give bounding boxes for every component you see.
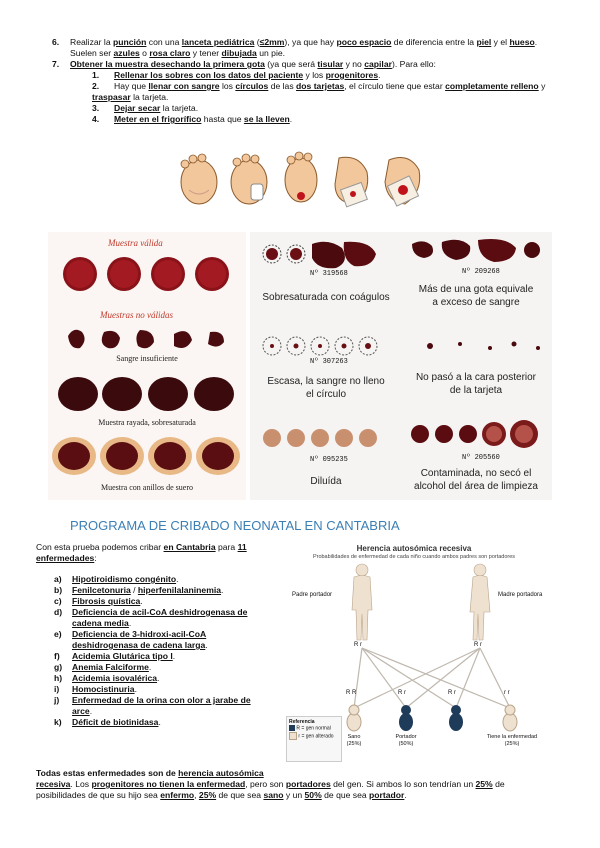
disease-b: b) Fenilcetonuria / hiperfenilalaninemia.	[54, 585, 224, 595]
father-label: Padre portador	[292, 592, 333, 598]
caption-excess-blood: Más de una gota equivale a exceso de sangre	[418, 284, 534, 308]
disease-h: h) Acidemia isovalérica.	[54, 673, 160, 683]
serum-caption: Muestra con anillos de suero	[101, 483, 193, 492]
substep-2: 2. Hay que llenar con sangre los círculos de las dos tarjetas, el círculo tiene que estar completamente relleno y traspasar la tarjeta.	[92, 81, 546, 102]
reference-box	[286, 716, 342, 762]
substep-3: 3. Dejar secar la tarjeta.	[92, 103, 199, 113]
disease-a: a) Hipotiroidismo congénito.	[54, 574, 179, 584]
child-4-genes: r r	[504, 690, 510, 696]
mother-figure	[470, 564, 490, 640]
valid-sample-dots	[58, 252, 238, 296]
disease-e: e) Deficiencia de 3-hidroxi-acil-CoA deshidrogenasa de cadena larga.	[54, 629, 208, 650]
caption-diluted: Diluída	[310, 476, 342, 487]
disease-k: k) Déficit de biotinidasa.	[54, 717, 161, 727]
invalid-samples-title: Muestras no válidas	[100, 310, 173, 320]
samples-left-panel	[48, 232, 246, 500]
reference-title: Referencia	[289, 719, 315, 725]
child-3-genes: R r	[448, 690, 456, 696]
foot-4	[335, 157, 368, 207]
child-3-figure	[449, 705, 463, 731]
step-7: 7. Obtener la muestra desechando la primera gota (ya que será tisular y no capilar). Para ello:	[52, 59, 436, 69]
step-6-cont: Suelen ser azules o rosa claro y tener dibujada un pie.	[70, 48, 286, 58]
disease-list	[54, 574, 274, 728]
child-2-genes: R r	[398, 690, 406, 696]
card-num-4: Nº 095235	[310, 456, 348, 464]
foot-2	[231, 154, 267, 204]
child-2-label: Portador (50%)	[395, 734, 417, 748]
caption-oversaturated: Sobresaturada con coágulos	[262, 292, 390, 303]
child-4-figure	[503, 705, 517, 731]
child-1-genes: R R	[346, 690, 357, 696]
card-num-1: Nº 319568	[310, 270, 348, 278]
serum-ring-dots	[50, 434, 244, 478]
disease-j: j) Enfermedad de la orina con olor a jarabe de arce.	[54, 695, 251, 716]
card-contaminated	[406, 418, 550, 454]
caption-no-back: No pasó a la cara posterior de la tarjeta	[415, 372, 537, 396]
steps-block	[52, 37, 562, 125]
heel-puncture-illustration	[175, 150, 425, 212]
caption-contaminated: Contaminada, no secó el alcohol del área de limpieza	[414, 468, 538, 492]
section-title: PROGRAMA DE CRIBADO NEONATAL EN CANTABRIA	[70, 518, 400, 533]
insufficient-caption: Sangre insuficiente	[116, 354, 178, 363]
intro: Con esta prueba podemos cribar en Cantabria para 11 enfermedades:	[36, 542, 247, 563]
valid-sample-title: Muestra válida	[108, 238, 163, 248]
footer-paragraph: Todas estas enfermedades son de herencia autosómica recesiva. Los progenitores no tienen la enfermedad, pero son portadores del gen. Si ambos lo son tendrían un 25% de posibilidades de que su hijo sea enfermo, 25% de que sea sano y un 50% de que sea portador.	[36, 768, 505, 800]
card-oversaturated	[258, 240, 400, 286]
card-num-3: Nº 307263	[310, 358, 348, 366]
mother-label: Madre portadora	[498, 592, 543, 598]
child-2-figure	[399, 705, 413, 731]
father-figure	[352, 564, 372, 640]
caption-scarce: Escasa, la sangre no lleno el círculo	[267, 376, 385, 400]
substep-1: 1. Rellenar los sobres con los datos del paciente y los progenitores.	[92, 70, 381, 80]
card-diluted	[258, 424, 400, 454]
scratched-caption: Muestra rayada, sobresaturada	[98, 418, 196, 427]
disease-g: g) Anemia Falciforme.	[54, 662, 152, 672]
disease-f: f) Acidemia Glutárica tipo I.	[54, 651, 176, 661]
disease-d: d) Deficiencia de acil-CoA deshidrogenasa de cadena media.	[54, 607, 248, 628]
substep-4: 4. Meter en el frigorífico hasta que se la lleven.	[92, 114, 293, 124]
card-num-2: Nº 209268	[462, 268, 500, 276]
reference-normal: R = gen normal	[289, 725, 339, 732]
inheritance-title: Herencia autosómica recesiva	[356, 544, 472, 553]
samples-right-panel	[250, 232, 552, 500]
child-1-figure	[347, 705, 361, 731]
substeps	[52, 70, 562, 125]
child-1-label: Sano (25%)	[346, 734, 362, 748]
inheritance-diagram	[284, 540, 574, 770]
card-num-5: Nº 205560	[462, 454, 500, 462]
disease-i: i) Homocistinuria.	[54, 684, 137, 694]
insufficient-blood-dots	[64, 324, 234, 354]
card-no-back	[410, 332, 550, 362]
reference-altered: r = gen alterado	[289, 732, 339, 740]
inheritance-subtitle: Probabilidades de enfermedad de cada niño cuando ambos padres son portadores	[312, 554, 516, 560]
mother-genes: R r	[474, 642, 482, 648]
child-4-label: Tiene la enfermedad (25%)	[486, 734, 538, 748]
father-genes: R r	[354, 642, 362, 648]
scratched-sample-dots	[56, 374, 238, 414]
foot-5	[385, 158, 420, 207]
disease-c: c) Fibrosis quística.	[54, 596, 143, 606]
foot-3	[285, 152, 317, 202]
foot-1	[181, 154, 217, 204]
step-6: 6. Realizar la punción con una lanceta pediátrica (≤2mm), ya que hay poco espacio de diferencia entre la piel y el hueso.	[52, 37, 538, 47]
